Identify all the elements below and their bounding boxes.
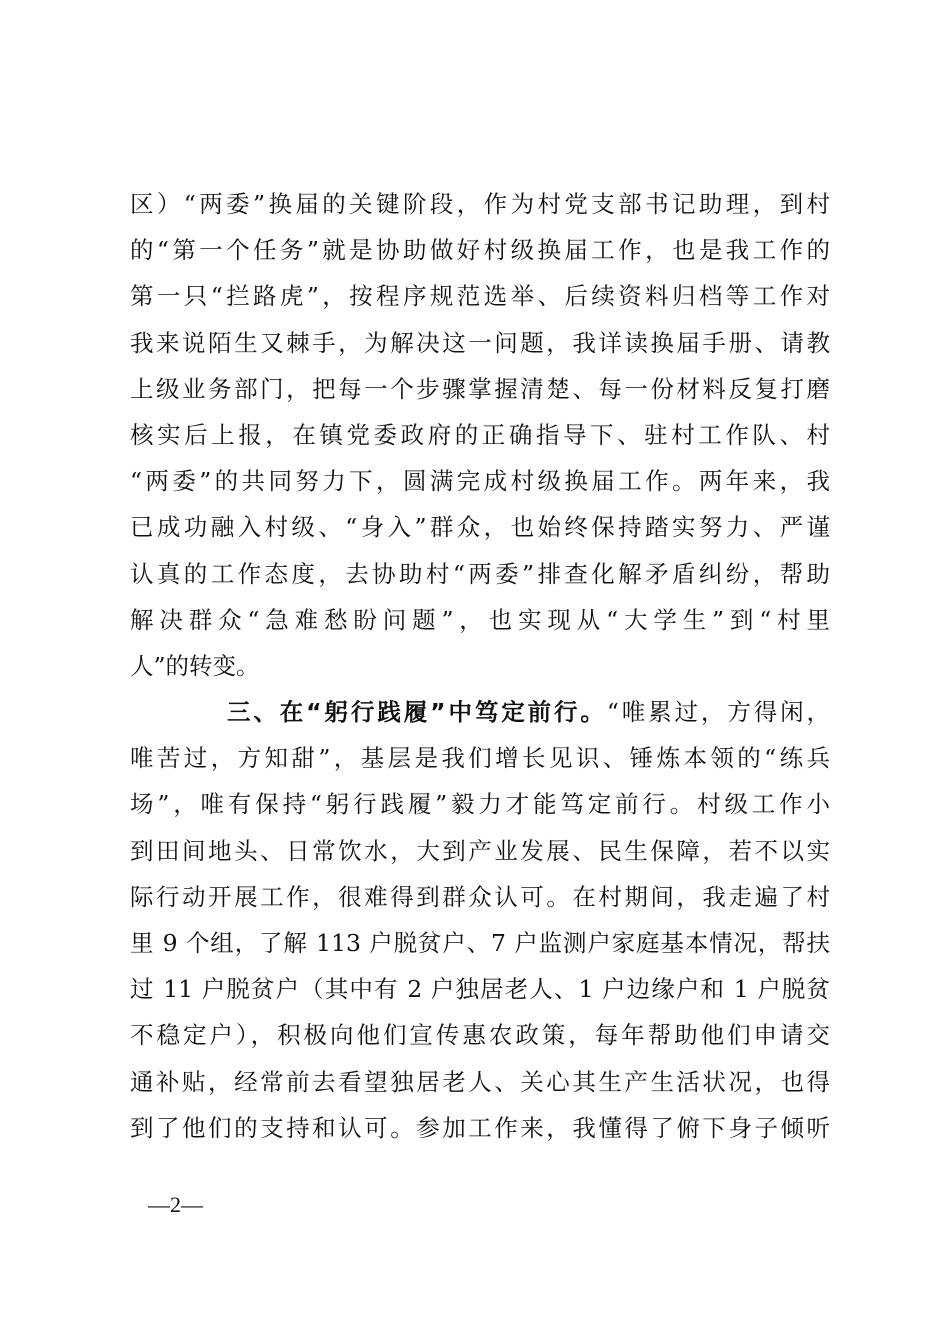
body-line: 上级业务部门，把每一个步骤掌握清楚、每一份材料反复打磨	[130, 374, 830, 403]
body-line: 到了他们的支持和认可。参加工作来，我懂得了俯下身子倾听	[130, 1113, 830, 1142]
body-line: 不稳定户），积极向他们宣传惠农政策，每年帮助他们申请交	[130, 1021, 830, 1050]
body-line: 解决群众“急难愁盼问题”，也实现从“大学生”到“村里	[130, 605, 830, 634]
body-line: 我来说陌生又棘手，为解决这一问题，我详读换届手册、请教	[130, 328, 830, 357]
body-line: “两委”的共同努力下，圆满完成村级换届工作。两年来，我	[130, 467, 830, 496]
body-line: 第一只“拦路虎”，按程序规范选举、后续资料归档等工作对	[130, 282, 830, 311]
body-line: 际行动开展工作，很难得到群众认可。在村期间，我走遍了村	[130, 882, 830, 911]
body-line: 唯苦过，方知甜”，基层是我们增长见识、锤炼本领的“练兵	[130, 744, 830, 773]
body-line: 已成功融入村级、“身入”群众，也始终保持踏实努力、严谨	[130, 513, 830, 542]
body-line: 人”的转变。	[130, 651, 260, 680]
section-3-first-line-text: “唯累过，方得闲，	[606, 698, 831, 727]
body-line: 里 9 个组，了解 113 户脱贫户、7 户监测户家庭基本情况，帮扶	[130, 929, 830, 957]
body-line: 的“第一个任务”就是协助做好村级换届工作，也是我工作的	[130, 236, 830, 265]
body-line: 过 11 户脱贫户（其中有 2 户独居老人、1 户边缘户和 1 户脱贫	[130, 975, 830, 1004]
body-line: 场”，唯有保持“躬行践履”毅力才能笃定前行。村级工作小	[130, 790, 830, 819]
body-line: 认真的工作态度，去协助村“两委”排查化解矛盾纠纷，帮助	[130, 559, 830, 588]
body-line: 到田间地头、日常饮水，大到产业发展、民生保障，若不以实	[130, 836, 830, 865]
body-line: 区）“两委”换届的关键阶段，作为村党支部书记助理，到村	[130, 190, 830, 218]
section-3-first-line	[130, 689, 830, 735]
body-line: 通补贴，经常前去看望独居老人、关心其生产生活状况，也得	[130, 1067, 830, 1096]
body-text	[130, 181, 830, 1151]
body-line: 核实后上报，在镇党委政府的正确指导下、驻村工作队、村	[130, 420, 830, 449]
page-number: —2—	[148, 1192, 203, 1217]
section-3-heading: 三、在“躬行践履”中笃定前行。	[227, 698, 607, 727]
